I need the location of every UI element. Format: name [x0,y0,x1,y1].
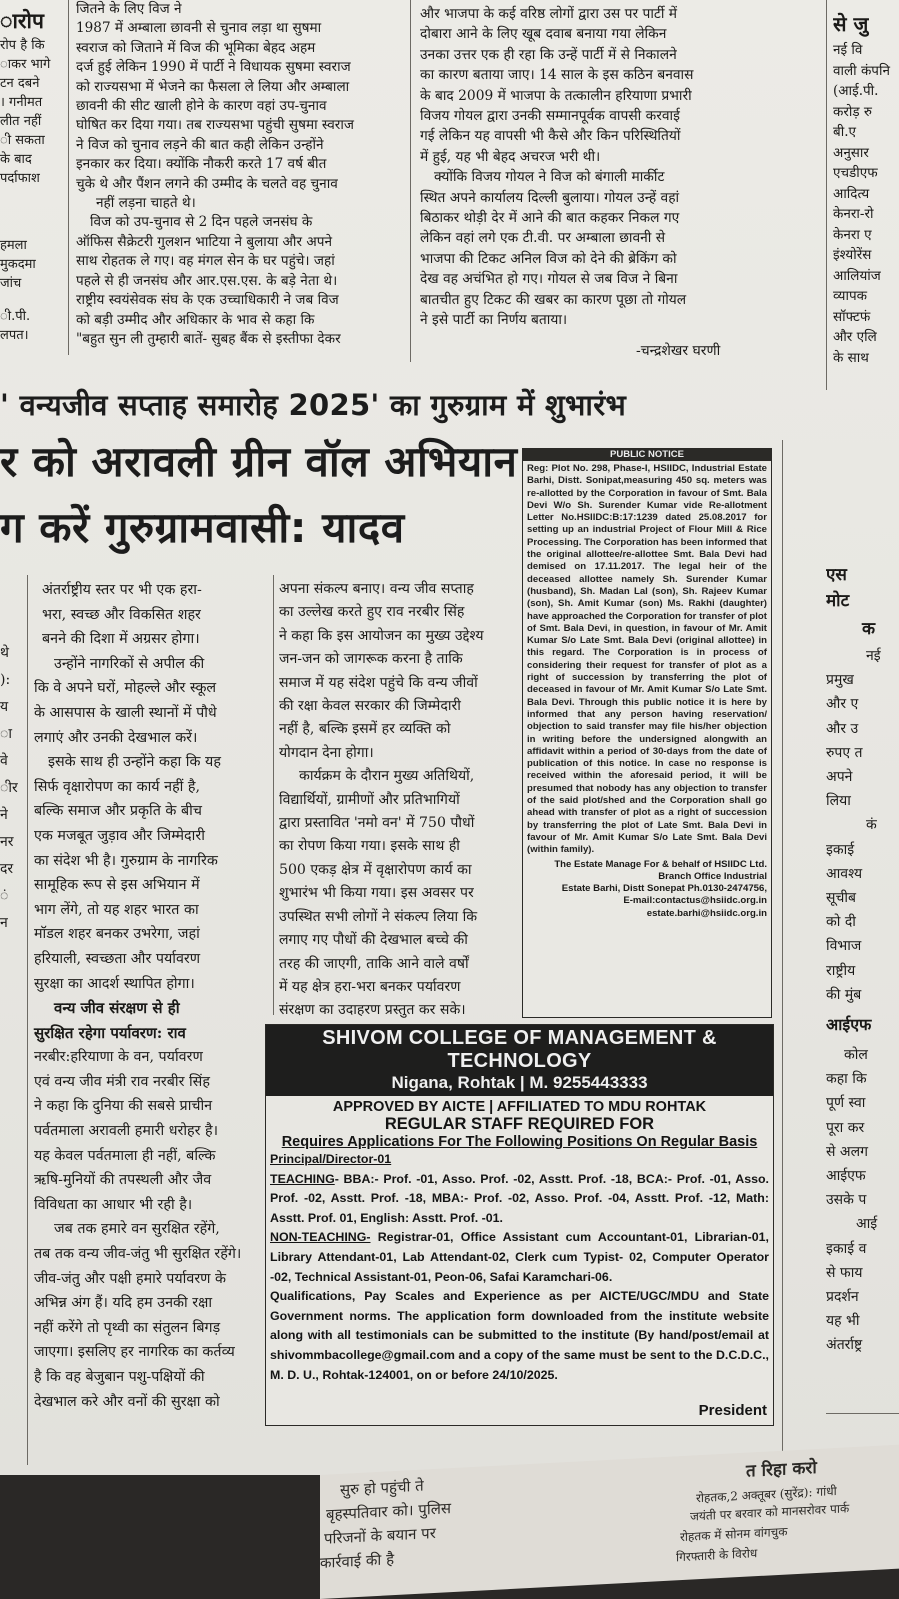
text-line: अपना संकल्प बनाए। वन्य जीव सप्ताह [279,581,474,597]
ad-requires-applications: Requires Applications For The Following Positions On Regular Basis [281,1134,758,1150]
bottom-fragment: सुरु हो पहुंची ते [340,1476,424,1499]
left-edge-title: ारोप [0,8,44,33]
text-line: बल्कि समाज और प्रकृति के बीच [34,803,202,820]
right-edge-line: नई वि [833,42,863,58]
right-edge-line: रुपए त [826,744,863,761]
text-line: संरक्षण का उदाहरण प्रस्तुत कर सके। [279,1002,466,1019]
text-line: कि वे अपने घरों, मोहल्ले और स्कूल [34,680,217,697]
edge-fragment: ने [0,807,8,823]
story-left-edge [0,640,22,937]
right-edge-line: आलियांज [833,267,881,284]
text-line: चुके थे और पैंशन लगने की उम्मीद के चलते वह चुनाव [76,175,338,192]
right-edge-line: आवश्य [826,865,863,882]
text-line: भाजपा की टिकट अनिल विज को देने की ब्रेकिंग को [420,250,677,267]
right-edge-line: लिया [826,793,851,810]
text-line: जब तक हमारे वन सुरक्षित रहेंगे, [54,1221,220,1238]
ad-header [266,1025,773,1096]
right-edge-line: आईएफ [826,1168,866,1185]
bottom-fragment: परिजनों के बयान पर [324,1523,436,1548]
text-line: देख वह अचंभित हो गए। गोयल से जब विज ने बिना [420,271,678,288]
text-line: नहीं करेंगे तो पृथ्वी का संतुलन बिगड़ [34,1319,221,1336]
ad-signature: President [698,1402,767,1419]
right-edge-line: यह भी [826,1313,860,1330]
bottom-fragment: जयंती पर बरवार को मानसरोवर पार्क [690,1501,850,1524]
text-line: भरा, स्वच्छ और विकसित शहर [42,606,201,623]
right-edge-line: पूर्ण स्वा [826,1095,866,1112]
text-line: द्वारा प्रस्तावित 'नमो वन' में 750 पौधों [279,815,475,832]
text-line: 1987 में अम्बाला छावनी से चुनाव लड़ा था सुषमा [76,20,322,37]
right-edge-title: एस [826,565,847,585]
right-edge-line: से अलग [826,1143,868,1160]
text-line: देखभाल करे और वनों की सुरक्षा को [34,1393,220,1410]
edge-fragment: नर [0,834,14,850]
right-edge-line: इंश्योरेंस [833,247,872,263]
left-edge-line: लीत नहीं [0,114,42,129]
text-line: बिठाकर थोड़ी देर में आने की बात कहकर निकल गए [420,210,680,227]
left-edge-line: मुकदमा [0,257,36,272]
text-line: नहीं लड़ना चाहते थे। [96,195,196,212]
story-column-1 [34,578,268,1414]
public-notice-heading: PUBLIC NOTICE [523,449,771,461]
edge-fragment: दर [0,861,14,877]
left-edge-line: रोप है कि [0,38,45,53]
right-edge-line: आई [856,1216,878,1233]
left-edge-line: टन दबने [0,76,40,91]
public-notice-footer [523,859,771,920]
headline-main-line-2: ग करें गुरुग्रामवासी: यादव [0,503,405,552]
right-edge-line: के साथ [833,349,869,366]
ad-nonteaching [270,1228,769,1287]
text-line: एवं वन्य जीव मंत्री राव नरबीर सिंह [34,1073,210,1090]
right-edge-line: और उ [826,720,859,737]
college-recruitment-ad [265,1024,774,1426]
headline-kicker: ' वन्यजीव सप्ताह समारोह 2025' का गुरुग्राम में शुभारंभ [0,388,627,422]
public-notice [522,448,772,1018]
text-line: तब तक वन्य जीव-जंतु भी सुरक्षित रहेंगे। [34,1246,242,1263]
right-edge-title: मोट [826,591,850,611]
right-edge-line: केनरा-रो [833,206,874,222]
notice-footer-line: Estate Barhi, Distt Sonepat Ph.0130-2474756, [561,883,767,895]
ad-approval: APPROVED BY AICTE | AFFILIATED TO MDU ROHTAK [332,1099,707,1115]
left-edge-line: ी.पी. [0,309,31,324]
text-line: ऑफिस सैक्रेटरी गुलशन भाटिया ने बुलाया और अपने [76,233,332,250]
text-line: लेकिन वहां लगे एक टी.वी. पर अम्बाला छावनी से [420,230,666,247]
text-line: विविधता का आधार भी रही है। [34,1196,193,1213]
text-line: विज को उप-चुनाव से 2 दिन पहले जनसंघ के [90,214,313,231]
text-line: जीव-जंतु और पक्षी हमारे पर्यावरण के [34,1270,227,1287]
text-line: घोषित कर दिया गया। तब राज्यसभा पहुंची सुषमा स्वराज [76,117,354,134]
text-line: कार्यक्रम के दौरान मुख्य अतिथियों, [299,768,475,785]
ad-teaching-text: - BBA:- Prof. -01, Asso. Prof. -02, Asstt. Prof. -18, BCA:- Prof. -01, Asso. Prof. -02, Asstt. Prof. -18, MBA:- Prof. -02, Asso. Prof. -04, Asstt. Prof. -12, Math: Asstt. Prof. 01, English: Asstt. Prof. -01. [270,1171,769,1225]
right-edge-line: इकाई [826,841,855,858]
text-line: दोबारा आने के लिए खूब दवाब बनाया गया लेकिन [420,26,667,43]
text-line: का संदेश भी है। गुरुग्राम के नागरिक [34,852,218,869]
edge-fragment: ीर [0,780,18,796]
text-line: क्योंकि विजय गोयल ने विज को बंगाली मार्कीट [434,169,665,186]
notice-footer-line: Branch Office Industrial [658,870,767,882]
ad-qualifications: Qualifications, Pay Scales and Experience as per AICTE/UGC/MDU and State Government norms. The application form downloaded from the institute website along with all testimonials can be submitted to the institute (By hand/post/email at shivommbacollege@gmail.com and a copy of the same must be sent to the D.C.D.C., M. D. U., Rohtak-124001, on or before 24/10/2025. [270,1289,769,1382]
text-line: भाग लेंगे, तो यह शहर भारत का [34,901,199,918]
text-line: हरियाली, स्वच्छता और पर्यावरण [34,950,201,967]
right-edge-title: क [862,619,876,639]
right-edge-line: वाली कंपनि [833,62,890,79]
text-line: मॉडल शहर बनकर उभरेगा, जहां [34,926,200,943]
edge-fragment: ा [0,726,12,742]
text-line: ऋषि-मुनियों की तपस्थली और जैव [34,1172,212,1189]
bottom-fragment: रोहतक में सोनम वांगचुक [680,1524,788,1545]
public-notice-body: Reg: Plot No. 298, Phase-I, HSIIDC, Industrial Estate Barhi, Distt. Sonipat,measuring 450 sq. meters was re-allotted by the Corporation in favour of Smt. Bala Devi W/o Sh. Surender Kumar vide Re-allotment Letter No.HSIIDC:B:17:1239 dated 25.08.2017 for setting up an industrial Project of Flour Mill & Rice Processing. The Corporation has been informed that the original allottee/re-allottee Smt. Bala Devi had demised on 17.11.2017. The legal heir of the deceased allottee namely Sh. Surender Kumar (husband), Sh. Madan Lal (son), Sh. Rajeev Kumar (son), Sh. Amit Kumar (son) Ms. Rakhi (daughter) have approached the Corporation for transfer of plot of Smt. Bala Devi, in question, in favour of Mr. Amit Kumar S/o Late Smt. Bala Devi (original allottee) in this regard. The Corporation is in process of considering their request for transfer of plot as a right of succession by transferring the plot of deceased in favour of Mr. Amit Kumar S/o Late Smt. Bala Devi. Through this public notice it is here by informed that any person having reservation/ objection to said transfer may file his/her objection in writing before the undersigned alongwith an affidavit within a period of 30-days from the date of publication of this notice. In case no response is received within the aforesaid period, it will be presumed that nobody has any objection to transfer of the said plot/shed and the Corporation shall go ahead with transfer of plot as a right of succession by transferring the plot of Late Smt. Bala Devi in favour of Mr. Amit Kumar S/o Late Smt. Bala Devi (within family). [527,463,767,856]
text-line: राष्ट्रीय स्वयंसेवक संघ के एक उच्चाधिकारी ने जब विज [76,292,339,309]
text-line: यह केवल पर्वतमाला ही नहीं, बल्कि [34,1147,216,1164]
text-line: को राज्यसभा में भेजने का फैसला ले लिया और अम्बाला [76,78,350,95]
headline-main-line-1: र को अरावली ग्रीन वॉल अभियान [0,437,518,486]
right-edge-line: आदित्य [833,185,870,202]
text-line: बातचीत हुए टिकट की खबर का कारण पूछा तो गोयल [420,291,687,308]
ad-teaching [270,1170,769,1229]
text-line: इसके साथ ही उन्होंने कहा कि यह [48,754,221,771]
right-edge-line: पूरा कर [826,1119,865,1136]
ad-nonteaching-text: Registrar-01, Office Assistant cum Accountant-01, Librarian-01, Library Attendant-01, Lab Attendant-02, Clerk cum Typist- 02, Computer Operator -02, Technical Assistant-01, Peon-06, Safai Karamchari-06. [270,1230,769,1284]
right-edge-line: विभाज [826,938,862,955]
text-line: बनने की दिशा में अग्रसर होगा। [42,631,200,648]
left-edge-line: के बाद [0,152,32,167]
text-line: समाज में यह संदेश पहुंचे कि वन्य जीवों [279,674,478,691]
right-edge-line: को दी [826,914,856,931]
left-edge-column [0,6,64,345]
subhead: सुरक्षित रहेगा पर्यावरण: राव [34,1023,186,1042]
text-line: स्थित अपने कार्यालय दिल्ली बुलाया। गोयल उन्हें वहां [420,189,680,206]
text-line: ने विज को चुनाव लड़ने की बात कही लेकिन उन्होंने [76,136,324,153]
ad-college-name: SHIVOM COLLEGE OF MANAGEMENT & TECHNOLOGY [322,1027,717,1072]
right-edge-line: प्रदर्शन [826,1289,859,1306]
text-line: साथ रोहतक ले गए। वह मंगल सेन के घर पहुंचे। जहां [76,253,335,270]
ad-staff-required: REGULAR STAFF REQUIRED FOR [384,1115,655,1133]
bottom-fragment: बृहस्पतिवार को। पुलिस [326,1499,452,1524]
left-edge-line: ाकर भागे [0,57,51,72]
text-line: "बहुत सुन ली तुम्हारी बातें- सुबह बैंक से इस्तीफा देकर [76,330,341,347]
left-edge-line: पर्दाफाश [0,171,40,186]
right-edge-line: नई [866,648,881,664]
text-line: सिर्फ वृक्षारोपण का कार्य नहीं है, [34,778,201,795]
text-line: अभिन्न अंग हैं। यदि हम उनकी रक्षा [34,1295,213,1312]
text-line: लगाएं और उनकी देखभाल करें। [34,729,198,746]
right-edge-line: राष्ट्रीय [826,962,856,979]
ad-nonteaching-label: NON-TEACHING- [270,1230,371,1245]
left-edge-line: । गनीमत [0,95,43,110]
text-line: गई लेकिन यह वापसी भी कैसे और किन परिस्थितियों [420,128,681,145]
text-line: तरह की जाएगी, ताकि आने वाले वर्षों [279,955,469,972]
notice-footer-line: E-mail:contactus@hsiidc.org.in [623,895,767,907]
text-line: लगाए गए पौधों की देखभाल बच्चे की [279,932,468,949]
bottom-fragment: गिरफ्तारी के विरोध [676,1546,758,1565]
edge-fragment: थे [0,645,9,661]
left-edge-line: हमला [0,238,27,253]
text-line: का कारण बताया जाए। 14 साल के इस कठिन बनवास [420,67,694,84]
right-edge-line: सॉफ्टफं [833,308,871,325]
right-edge-title: से जु [833,12,869,36]
right-edge-line: और एलि [833,329,877,345]
text-line: दर्ज हुई लेकिन 1990 में पार्टी ने विधायक सुषमा स्वराज [76,59,351,76]
right-edge-line: उसके प [826,1192,867,1209]
text-line: सुरक्षा का आदर्श स्थापित होगा। [34,975,195,992]
edge-fragment: ं [0,888,9,904]
text-line: पर्वतमाला अरावली हमारी धरोहर है। [34,1123,219,1140]
right-edge-line: केनरा ए [833,226,872,243]
top-story-byline: -चन्द्रशेखर घरणी [636,343,721,359]
text-line: जाएगा। इसलिए हर नागरिक का कर्तव्य [34,1344,235,1361]
text-line: है कि वह बेजुबान पशु-पक्षियों की [34,1369,205,1385]
text-line: नहीं है, बल्कि इसमें हर व्यक्ति को [279,721,451,738]
right-edge-line: बी.ए [833,124,856,140]
text-line: सामूहिक रूप से इस अभियान में [34,877,200,894]
bottom-fragment: रोहतक,2 अक्तूबर (सुरेंद्र): गांधी [696,1483,837,1506]
text-line: ने कहा कि इस आयोजन का मुख्य उद्देश्य [279,627,484,644]
right-edge-line: कोल [844,1047,868,1064]
notice-footer-line: estate.barhi@hsiidc.org.in [646,907,767,919]
right-edge-line: प्रमुख [826,672,854,689]
right-edge-line: सूचीब [826,890,856,907]
right-edge-line: (आई.पी. [833,83,879,99]
top-story-column-1 [76,0,401,349]
text-line: एक मजबूत जुड़ाव और जिम्मेदारी [34,827,205,844]
edge-fragment: ): [0,672,11,688]
right-edge-line: एचडीएफ [833,165,878,181]
right-edge-line: करोड़ रु [833,103,872,120]
text-line: का रोपण किया गया। इसके साथ ही [279,838,460,855]
text-line: जन-जन को जागरूक करना है ताकि [279,651,463,668]
text-line: अंतर्राष्ट्रीय स्तर पर भी एक हरा- [42,582,202,598]
edge-fragment: य [0,699,9,715]
bottom-fragment: त रिहा करो [746,1457,817,1482]
text-line: और भाजपा के कई वरिष्ठ लोगों द्वारा उस पर पार्टी में [420,6,678,22]
story-column-2 [279,578,515,1023]
ad-body [266,1150,773,1385]
text-line: की रक्षा केवल सरकार की जिम्मेदारी [279,698,461,715]
right-edge-line: की मुंब [826,986,862,1003]
right-edge-line: से फाय [826,1264,863,1281]
edge-fragment: न [0,915,8,931]
text-line: में हुई, यह भी बेहद अचरज भरी थी। [420,148,601,165]
left-edge-line: ी सकता [0,133,45,148]
text-line: विद्यार्थियों, ग्रामीणों और प्रतिभागियों [279,791,460,808]
text-line: को बड़ी उम्मीद और अधिकार के भाव से कहा कि [76,311,315,328]
subhead: वन्य जीव संरक्षण से ही [54,999,180,1018]
right-edge-column-bottom [826,562,899,1358]
right-edge-line: अनुसार [833,144,869,161]
text-line: उन्होंने नागरिकों से अपील की [54,655,205,672]
right-edge-line: अपने [826,769,853,786]
text-line: शुभारंभ भी किया गया। इस अवसर पर [279,885,474,902]
right-edge-line: इकाई व [826,1240,867,1257]
right-edge-line: कं [866,817,877,834]
text-line: 500 एकड़ क्षेत्र में वृक्षारोपण कार्य का [279,861,472,878]
text-line: विजय गोयल द्वारा उनकी सम्मानपूर्वक वापसी करवाई [420,108,680,125]
ad-teaching-label: TEACHING [270,1171,335,1186]
text-line: का उल्लेख करते हुए राव नरबीर सिंह [279,604,465,621]
text-line: ने इसे पार्टी का निर्णय बताया। [420,312,568,329]
text-line: में यह क्षेत्र हरा-भरा बनकर पर्यावरण [279,978,461,995]
text-line: योगदान देना होगा। [279,744,374,761]
top-story-column-2 [420,4,772,331]
text-line: के बाद 2009 में भाजपा के तत्कालीन हरियाणा प्रभारी [420,87,692,104]
right-edge-title: आईएफ [826,1015,872,1035]
ad-address: Nigana, Rohtak | M. 9255443333 [391,1073,648,1092]
notice-footer-line: The Estate Manage For & behalf of HSIIDC Ltd. [554,858,767,870]
ad-principal: Principal/Director-01 [270,1152,392,1166]
right-edge-column-top [833,8,899,368]
left-edge-line: लपत। [0,328,29,343]
right-edge-line: कहा कि [826,1071,867,1088]
text-line: छावनी की सीट खाली होने के कारण वहां उप-चुनाव [76,98,327,115]
bottom-fragment: कार्रवाई की है [320,1550,395,1572]
text-line: पहले से ही जनसंघ और आर.एस.एस. के बड़े नेता थे। [76,272,338,289]
right-edge-line: अंतर्राष्ट्र [826,1337,863,1354]
text-line: नरबीर:हरियाणा के वन, पर्यावरण [34,1049,203,1066]
text-line: जितने के लिए विज ने [76,1,182,17]
left-edge-line: जांच [0,276,22,291]
text-line: के आसपास के खाली स्थानों में पौधे [34,704,217,721]
right-edge-line: और ए [826,696,859,713]
right-edge-line: व्यापक [833,288,867,304]
text-line: स्वराज को जिताने में विज की भूमिका बेहद अहम [76,39,316,56]
text-line: उपस्थित सभी लोगों ने संकल्प लिया कि [279,908,478,925]
text-line: इनकार कर दिया। क्योंकि नौकरी करते 17 वर्ष बीत [76,156,327,173]
text-line: उनका उत्तर एक ही रहा कि उन्हें पार्टी में से निकालने [420,46,677,63]
text-line: ने कहा कि दुनिया की सबसे प्राचीन [34,1098,213,1115]
edge-fragment: वे [0,753,8,769]
